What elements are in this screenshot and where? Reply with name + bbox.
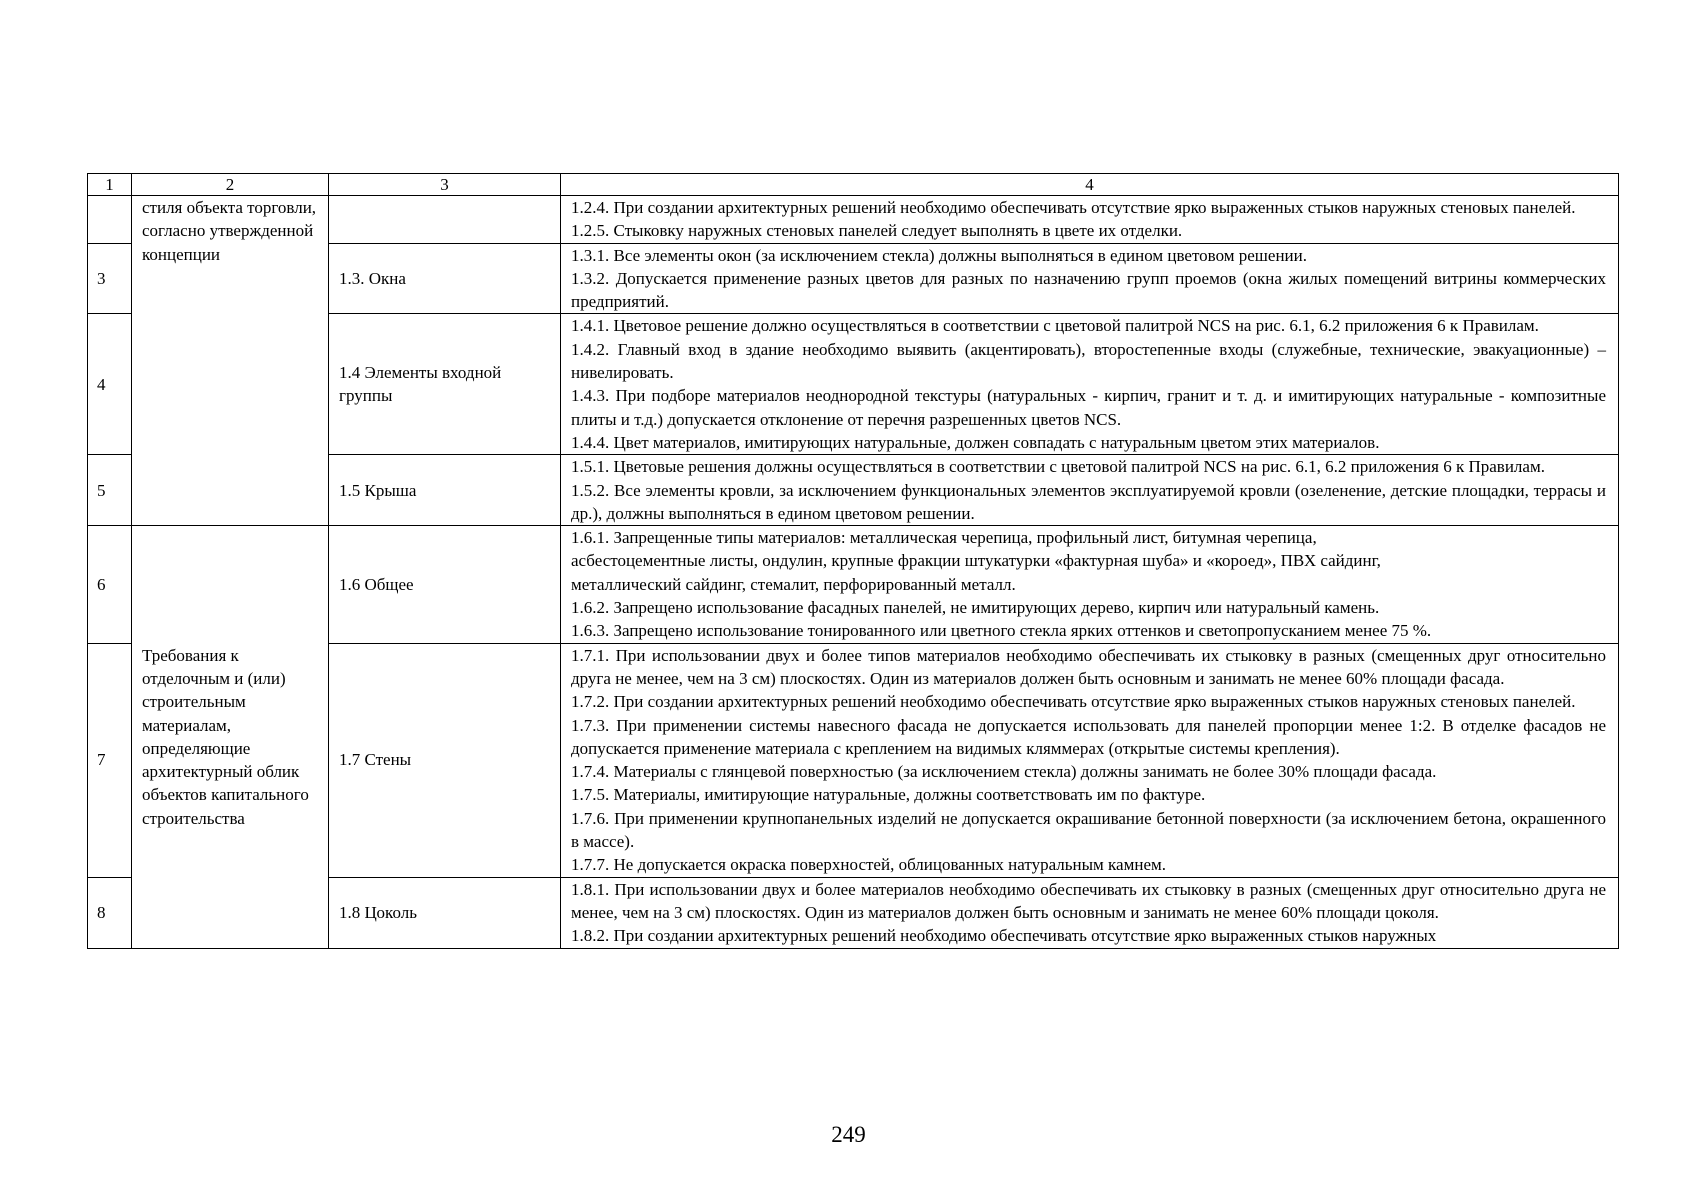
table-row: [88, 526, 1619, 643]
requirement-item: 1.2.5. Стыковку наружных стеновых панелей следует выполнять в цвете их отделки.: [571, 221, 1183, 241]
table-row: [88, 196, 1619, 244]
requirement-item: 1.4.3. При подборе материалов неоднородной текстуры (натуральных - кирпич, гранит и т. д. и имитирующих натуральные - композитные плиты и т.д.) допускается отклонение от перечня разрешенных цветов NCS.: [571, 386, 1606, 429]
requirement-item: 1.4.4. Цвет материалов, имитирующих натуральные, должен совпадать с натуральным цветом этих материалов.: [571, 432, 1380, 452]
requirements-cell: [561, 877, 1619, 948]
row-number: 3: [88, 243, 132, 314]
section-title: 1.8 Цоколь: [329, 877, 561, 948]
requirement-item: 1.7.4. Материалы с глянцевой поверхностью (за исключением стекла) должны занимать не более 30% площади фасада.: [571, 762, 1437, 782]
row-number: 8: [88, 877, 132, 948]
requirement-item: 1.7.2. При создании архитектурных решений необходимо обеспечивать отсутствие ярко выраженных стыков наружных стеновых панелей.: [571, 692, 1576, 712]
requirement-item: 1.7.7. Не допускается окраска поверхностей, облицованных натуральным камнем.: [571, 855, 1167, 875]
table-body: [88, 174, 1619, 949]
requirement-item: 1.7.3. При применении системы навесного фасада не допускается использовать для панелей пропорции менее 1:2. В отделке фасадов не допускается применение материала с креплением на видимых кляммерах (открытые системы крепления).: [571, 715, 1606, 758]
requirements-cell: [561, 526, 1619, 643]
header-cell-1: 1: [88, 174, 132, 196]
section-title: 1.6 Общее: [329, 526, 561, 643]
requirement-group: стиля объекта торговли, согласно утвержденной концепции: [132, 196, 329, 526]
requirement-item: 1.8.2. При создании архитектурных решений необходимо обеспечивать отсутствие ярко выраженных стыков наружных: [571, 926, 1437, 946]
section-title: 1.5 Крыша: [329, 455, 561, 526]
page-number: 249: [831, 1122, 866, 1147]
requirements-cell: [561, 455, 1619, 526]
requirements-cell: [561, 243, 1619, 314]
requirement-item: 1.4.2. Главный вход в здание необходимо выявить (акцентировать), второстепенные входы (служебные, технические, эвакуационные) – нивелировать.: [571, 339, 1606, 383]
requirements-cell: [561, 314, 1619, 455]
requirement-item: 1.5.2. Все элементы кровли, за исключением функциональных элементов эксплуатируемой кровли (озеленение, детские площадки, террасы и др.), должны выполняться в едином цветовом решении.: [571, 480, 1606, 523]
section-title: 1.4 Элементы входной группы: [329, 314, 561, 455]
section-title: 1.7 Стены: [329, 643, 561, 877]
section-title: 1.3. Окна: [329, 243, 561, 314]
requirement-item: 1.6.2. Запрещено использование фасадных панелей, не имитирующих дерево, кирпич или натуральный камень.: [571, 598, 1380, 618]
requirement-item: 1.3.2. Допускается применение разных цветов для разных по назначению групп проемов (окна жилых помещений витрины коммерческих предприятий.: [571, 268, 1606, 312]
header-cell-4: 4: [561, 174, 1619, 196]
header-cell-2: 2: [132, 174, 329, 196]
requirements-cell: [561, 196, 1619, 244]
row-number: 5: [88, 455, 132, 526]
requirements-table: [87, 173, 1619, 949]
requirement-item: асбестоцементные листы, ондулин, крупные фракции штукатурки «фактурная шуба» и «короед», ПВХ сайдинг,: [571, 551, 1381, 571]
requirement-group: Требования к отделочным и (или) строительным материалам, определяющие архитектурный облик объектов капитального строительства: [132, 526, 329, 948]
requirement-item: 1.3.1. Все элементы окон (за исключением стекла) должны выполняться в едином цветовом решении.: [571, 245, 1307, 265]
header-cell-3: 3: [329, 174, 561, 196]
requirement-item: 1.7.5. Материалы, имитирующие натуральные, должны соответствовать им по фактуре.: [571, 785, 1206, 805]
row-number: [88, 196, 132, 244]
requirement-item: металлический сайдинг, стемалит, перфорированный металл.: [571, 574, 1016, 594]
requirement-item: 1.6.1. Запрещенные типы материалов: металлическая черепица, профильный лист, битумная черепица,: [571, 528, 1317, 548]
requirement-item: 1.2.4. При создании архитектурных решений необходимо обеспечивать отсутствие ярко выраженных стыков наружных стеновых панелей.: [571, 198, 1576, 217]
section-title: [329, 196, 561, 244]
row-number: 7: [88, 643, 132, 877]
requirements-cell: [561, 643, 1619, 877]
row-number: 4: [88, 314, 132, 455]
requirement-item: 1.8.1. При использовании двух и более материалов необходимо обеспечивать их стыковку в разных (смещенных друг относительно друга не менее, чем на 3 см) плоскостях. Один из материалов должен быть основным и занимать не менее 60% площади цоколя.: [571, 879, 1606, 922]
requirement-item: 1.7.6. При применении крупнопанельных изделий не допускается окрашивание бетонной поверхности (за исключением бетона, окрашенного в массе).: [571, 808, 1606, 852]
row-number: 6: [88, 526, 132, 643]
header-row: [88, 174, 1619, 196]
requirement-item: 1.4.1. Цветовое решение должно осуществляться в соответствии с цветовой палитрой NCS на рис. 6.1, 6.2 приложения 6 к Правилам.: [571, 316, 1539, 336]
requirement-item: 1.6.3. Запрещено использование тонированного или цветного стекла ярких оттенков и светопропусканием менее 75 %.: [571, 621, 1432, 641]
requirement-item: 1.5.1. Цветовые решения должны осуществляться в соответствии с цветовой палитрой NCS на рис. 6.1, 6.2 приложения 6 к Правилам.: [571, 457, 1545, 477]
requirement-item: 1.7.1. При использовании двух и более типов материалов необходимо обеспечивать их стыковку в разных (смещенных друг относительно друга не менее, чем на 3 см) плоскостях. Один из материалов должен быть основным и занимать не менее 60% площади фасада.: [571, 645, 1606, 688]
